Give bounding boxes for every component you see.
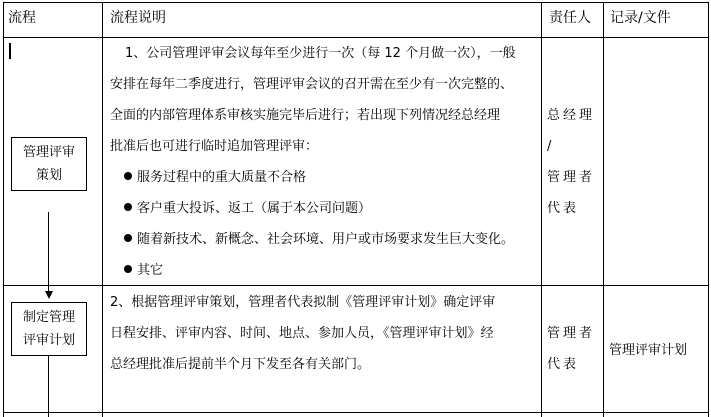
header-records: 记录/文件 — [610, 10, 671, 26]
bullet-dot-icon — [124, 172, 132, 180]
bullet-text: 随着新技术、新概念、社会环境、用户或市场要求发生巨大变化。 — [137, 232, 515, 247]
step-description — [110, 38, 540, 286]
flow-arrow-head — [45, 291, 53, 299]
header-description: 流程说明 — [110, 10, 166, 26]
flow-step-box — [11, 302, 87, 356]
flow-step-label: 评审计划 — [22, 333, 75, 348]
flow-step-label: 策划 — [35, 168, 62, 183]
text-cursor — [9, 43, 11, 59]
header-flow: 流程 — [8, 10, 36, 26]
bullet-dot-icon — [124, 265, 132, 273]
column-divider — [708, 2, 709, 417]
description-line: 批准后也可进行临时追加管理评审： — [110, 139, 319, 154]
responsible-line: 管理者 — [547, 326, 596, 341]
description-line: 总经理批准后提前半个月下发至各有关部门。 — [110, 357, 371, 372]
bullet-dot-icon — [124, 234, 132, 242]
record-cell: 管理评审计划 — [609, 343, 688, 358]
flow-step-label: 管理评审 — [22, 145, 75, 160]
bullet-text: 其它 — [137, 263, 164, 278]
bullet-item — [110, 162, 540, 193]
description-line: 2、根据管理评审策划，管理者代表拟制《管理评审计划》确定评审 — [110, 295, 496, 310]
header-responsible: 责任人 — [549, 10, 591, 26]
bullet-item — [110, 255, 540, 286]
responsible-line: / — [547, 139, 555, 154]
description-line: 安排在每年二季度进行，管理评审会议的召开需在至少有一次完整的、 — [110, 77, 514, 92]
column-divider — [603, 2, 604, 417]
responsible-line: 代表 — [547, 357, 580, 372]
column-divider — [102, 2, 103, 417]
responsible-line: 管理者 — [547, 170, 596, 185]
flow-connector — [48, 212, 49, 292]
flow-step-box — [11, 137, 87, 191]
bullet-dot-icon — [124, 203, 132, 211]
responsible-line: 代表 — [547, 201, 580, 216]
bullet-text: 服务过程中的重大质量不合格 — [137, 170, 307, 185]
description-line: 1、公司管理评审会议每年至少进行一次（每 12 个月做一次），一般 — [125, 46, 516, 61]
description-line: 日程安排、评审内容、时间、地点、参加人员，《管理评审计划》经 — [110, 326, 494, 341]
flow-connector — [48, 356, 49, 417]
responsible-cell — [547, 100, 595, 224]
column-divider — [3, 2, 4, 417]
bullet-item — [110, 224, 540, 255]
responsible-line: 总经理 — [547, 108, 596, 123]
column-divider — [541, 2, 542, 417]
responsible-cell — [547, 318, 595, 380]
bullet-text: 客户重大投诉、返工（属于本公司问题） — [137, 201, 372, 216]
step-description — [110, 287, 540, 380]
flow-step-label: 制定管理 — [22, 310, 75, 325]
bullet-item — [110, 193, 540, 224]
description-line: 全面的内部管理体系审核实施完毕后进行；若出现下列情况经总经理 — [110, 108, 501, 123]
